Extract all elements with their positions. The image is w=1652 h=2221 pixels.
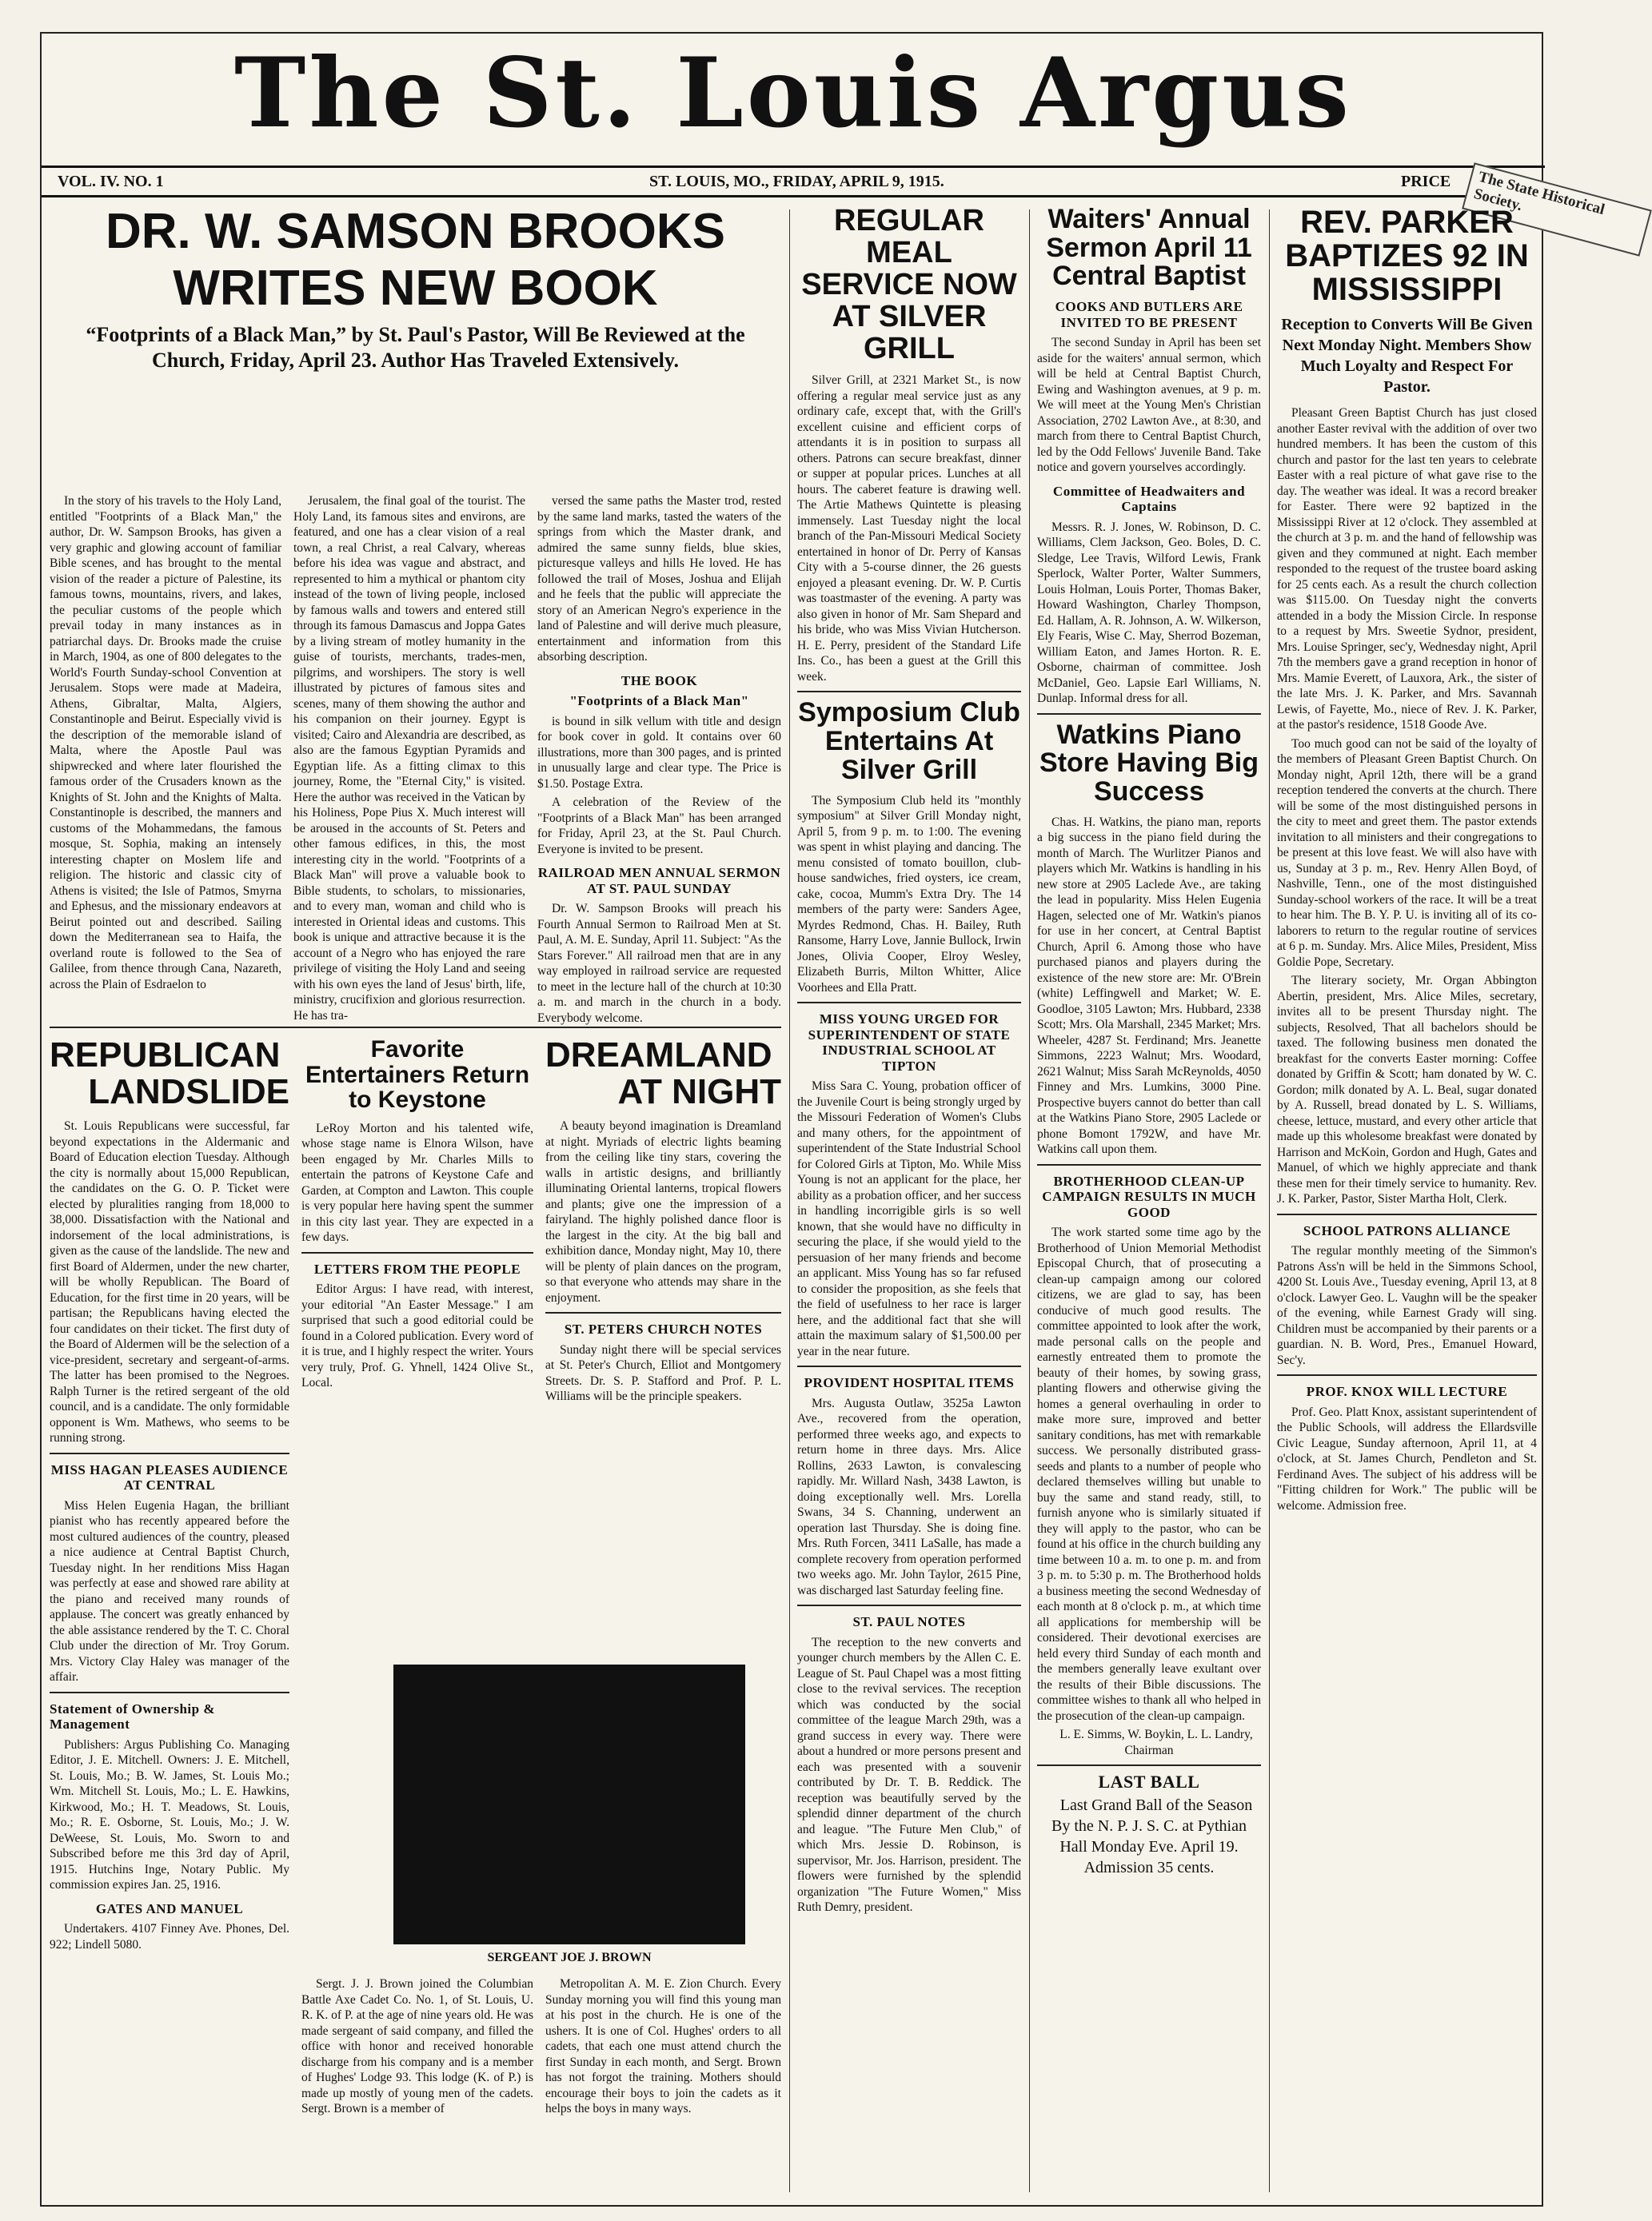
waiters-headline: Waiters' Annual Sermon April 11 Central Baptist [1046, 204, 1252, 292]
republican-text: St. Louis Republicans were successful, far beyond expectations in the Aldermanic and Board of Education election Tuesday. Although the city is normally about 15,000 Republican, the candidates on the G. O. P. Ticket were elected by pluralities ranging from 18,000 to 38,000. Dissatisfaction with the National and indorsement of the local administrations, is given as the cause of the landslide. The new and first Board of Aldermen, under the new charter, will be wholly Republican. The Board of Education, for the first time in 20 years, will be partisan; the Republicans having elected the four candidates on their ticket. The first duty of the Board of Aldermen will be the selection of a vice-president, secretary and sergeant-of-arms. The latter has been promised to the Negroes. Ralph Turner is the retired sergeant of the old council, and is a candidate. The only formidable opponent is Wm. Mathews, who seems to be running strong. [50, 1119, 289, 1445]
rule [1037, 1164, 1261, 1166]
parker-text-3: The literary society, Mr. Organ Abbington Abertin, president, Mrs. Alice Miles, secretary, invites all to be present Thursday night. The subjects, Resolved, That all bachelors should be taxed. The following business men donated the breakfast for the converts Easter morning: Coffee donated by Griffin & Scott; ham donated by W. C. Gordon; milk donated by A. L. Beal, sugar donated by A. Russell, bread donated by L. S. Williams, cheese, lettuce, mustard, and every other article that made up this wholesome breakfast were donated by Harrison and McKoin, Gordon and Hugh, Gates and Manuel, of which we highly appreciate and thank these men for their timely service to humanity. Rev. J. K. Parker, Pastor, Sister Martha Holt, Clerk. [1277, 974, 1538, 1206]
historical-society-stamp: The State Historical Society. [1462, 162, 1652, 256]
stpaul-text: The reception to the new converts and younger church members by the Allen C. E. League of St. Paul Chapel was a most fitting close to the revival services. The reception which was conducted by the social committee of the league March 29th, was a grand success in every way. There were about a hundred or more persons present and each was presented with a souvenir contributed by Dr. T. B. Reddick. The reception was beautifully served by the splendid dinner department of the church and league. "The Future Men Club," of which Mrs. Jessie D. Robinson, is supervisor, Mr. Jos. Harrison, president. The flowers were furnished by the splendid organization "The Future Women," Miss Ruth Demry, president. [797, 1635, 1021, 1915]
sergeant-photo [393, 1665, 745, 1944]
waiters-column [1037, 205, 1261, 2196]
republican-headline-1: REPUBLICAN [50, 1035, 281, 1075]
parker-deck: Reception to Converts Will Be Given Next Monday Night. Members Show Much Loyalty and Respect For Pastor. [1281, 316, 1533, 396]
parker-text-2: Too much good can not be said of the loyalty of the members of Pleasant Green Baptist Church. On Monday night, April 12th, there will be a grand reception tendered the converts at the church. There will be some of the most distinguished persons in the city to meet and greet them. The pastor extends invitation to all ministers and their congregations to be present at this love feast. We will also have with us, Sunday at 3 p. m., Rev. Henry Allen Boyd, of Nashville, Tenn., one of the most distinguished Sunday-school workers of the race. It will be a treat to hear him. The B. Y. P. U. is inviting all of its co-laborers to return to the regular routine of services at 6 p. m. Sunday. Mrs. Alice Miles, President, Miss Goldie Pope, Secretary. [1277, 736, 1537, 969]
republican-headline-2: LANDSLIDE [88, 1072, 289, 1112]
stpaul-headline: ST. PAUL NOTES [852, 1614, 966, 1630]
photo-caption: SERGEANT JOE J. BROWN [487, 1951, 652, 1964]
rule [1037, 713, 1261, 715]
waiters-subhead: COOKS AND BUTLERS ARE INVITED TO BE PRESENT [1055, 299, 1243, 330]
gates-text: Undertakers. 4107 Finney Ave. Phones, Del. 922; Lindell 5080. [50, 1922, 289, 1952]
brotherhood-text: The work started some time ago by the Brotherhood of Union Memorial Methodist Episcopal Church, that of prosecuting a clean-up campaign among our colored citizens, we are glad to say, has been conducive of much good results. The committee appointed to look after the work, made personal calls on the people and earnestly entreated them to promote the beauty of their homes, by sowing grass, planting flowers and otherwise giving the homes a general overhauling in order to make more sure, improved and better sanitary conditions, has met with remarkable success. We personally distributed grass-seeds and plants to a number of people who declared themselves willing but unable to buy the same and stand ready, still, to furnish anyone who is similarly situated if they will apply to the pastor, who can be found at his office in the church building any time between 10 a. m. to one p. m. and from 3 p. m. to 5:30 p. m. The Brotherhood holds a business meeting the second Wednesday of each month at 8 o'clock p. m., at which time all applications for membership will be considered. Their devotional exercises are held every third Sunday of each month and the members generally leave exultant over the results of their Bible discussions. The committee wishes to thank all who helped in the prosecution of the clean-up campaign. [1037, 1226, 1261, 1723]
dreamland-text: A beauty beyond imagination is Dreamland at night. Myriads of electric lights beaming from the ceiling like tiny stars, covering the walls in artistic designs, and brilliantly illuminating Oriental lanterns, tropical flowers and plants; give one the impression of a fairyland. The highly polished dance floor is the largest in the city. At the big ball and exhibition dance, Monday night, May 10, there will be plenty of plain dances on the program, so that everyone who attends may share in the enjoyment. [545, 1119, 781, 1305]
rule [1277, 1374, 1537, 1376]
stpeters-text: Sunday night there will be special services at St. Peter's Church, Elliot and Montgomery Streets. Dr. S. P. Stafford and Prof. P. L. Williams will be the principle speakers. [545, 1342, 781, 1404]
section-rule [50, 1027, 781, 1028]
brooks-text-3: versed the same paths the Master trod, rested by the same land marks, tasted the waters of the springs from which the Master drank, and admired the same sunny fields, blue skies, picturesque valleys and hills He loved. He has followed the trail of Moses, Joshua and Elijah and he feels that the public will appreciate the story of an American Negro's experience in the land of Palestine and will derive much pleasure, entertainment and information from this absorbing description. [537, 494, 781, 664]
watkins-headline: Watkins Piano Store Having Big Success [1039, 719, 1259, 807]
brooks-deck: “Footprints of a Black Man,” by St. Paul's Pastor, Will Be Reviewed at the Church, Friday, April 23. Author Has Traveled Extensively. [86, 323, 745, 373]
newspaper-title: The St. Louis Argus [234, 37, 1352, 150]
rule [797, 691, 1021, 692]
stpeters-headline: ST. PETERS CHURCH NOTES [564, 1322, 763, 1338]
rule [797, 1002, 1021, 1003]
provident-headline: PROVIDENT HOSPITAL ITEMS [804, 1375, 1015, 1391]
hagan-text: Miss Helen Eugenia Hagan, the brilliant pianist who has recently appeared before the most cultured audiences of the country, pleased a nice audience at Central Baptist Church, Tuesday night. In her renditions Miss Hagan was perfectly at ease and showed rare ability at the piano and received many rounds of applause. The concert was greatly enhanced by the able assistance rendered by the T. C. Choral Club under the direction of Mr. Troy Gorum. Mrs. Victory Clay Haley was manager of the affair. [50, 1498, 289, 1685]
column-rule [1269, 209, 1270, 2192]
brooks-headline-2: WRITES NEW BOOK [173, 261, 658, 317]
brown-text-1: Sergt. J. J. Brown joined the Columbian Battle Axe Cadet Co. No. 1, of St. Louis, U. R. K. of P. at the age of nine years old. He was made sergeant of said company, and filled the office with honor and received honorable discharge from his company and is a member of Hughes' Lodge 93. This lodge (K. of P.) is made up mostly of young men of the cadets. Sergt. Brown is a member of [301, 1977, 533, 2115]
silvergrill-headline: REGULAR MEAL SERVICE NOW AT SILVER GRILL [801, 204, 1017, 365]
left-column [50, 1037, 289, 2196]
date-line [42, 165, 1545, 197]
brooks-text-2: Jerusalem, the final goal of the tourist. The Holy Land, its famous sites and environs, are featured, and one has a clear vision of a real town, a real Christ, a real Calvary, whereas before his idea was vague and abstract, and represented to him a mythical or phantom city instead of the town of living people, inclosed by famous walls and towers and entered still through its famous Damascus and Joppa Gates by a living stream of motley humanity in the guise of tourists, merchants, trades-men, pilgrims, and worshipers. The story is well illustrated by pictures of famous sites and scenes, many of them showing the author and his companion on their journey. Egypt is visited; Cairo and Alexandria are described, as also are the famous Egyptian Pyramids and Egyptian life. As a fitting climax to this journey, Rome, the "Eternal City," is visited. Here the author was received in the Vatican by his Holiness, Pope Pius X. Much interest will be aroused in the accounts of St. Peters and other famous edifices, in this, the most interesting city in the world. "Footprints of a Black Man" will prove a valuable book to Bible students, to scholars, to missionaries, and to every man, woman and child who is interested in Oriental ideas and customs. This book is unique and attractive because it is the account of a Negro who has enjoyed the rare privilege of visiting the Holy Land and seeing with his own eyes the land of Jesus' birth, life, ministry, crucifixion and glorious resurrection. He has tra- [293, 494, 525, 1023]
rule [50, 1692, 289, 1693]
silvergrill-column [797, 205, 1021, 2196]
dreamland-column [545, 1037, 781, 1653]
brooks-story-col3 [537, 493, 781, 1025]
watkins-text: Chas. H. Watkins, the piano man, reports a big success in the piano field during the month of March. The Wurlitzer Pianos and players which Mr. Watkins is handling in his new store at 2905 Laclede Ave., are taking the lead in popularity. Miss Helen Eugenia Hagen, selected one of Mr. Watkin's pianos for use in her concert, at Central Baptist Church, April 6. Among those who have purchased pianos and players during the existence of the new store are: Mr. O'Brein (white) Leffingwell and Market; W. E. Goodloe, 3105 Lawton; Mrs. Hubbard, 2338 Scott; Mrs. Ola Marshall, 2345 Market; Mrs. Wheeler, 4287 St. Ferdinand; Mrs. Jeanette Simmons, 2223 Walnut; Mrs. Woodard, 2621 Walnut; Miss Sarah McReynolds, 4050 Finney and Mrs. Lumkins, 3000 Pine. Prospective buyers cannot do better than call at the Watkins Piano Store, 2905 Laclede or phone Bomont 1792W, and have Mr. Watkins call upon them. [1037, 815, 1261, 1157]
parker-text: Pleasant Green Baptist Church has just closed another Easter revival with the addition of over two hundred members. It has been the custom of this church and pastor for the last ten years to celebrate Easter with a real picture of what gave rise to the day. The weather was ideal. It was a record breaker for Easter. There were 92 baptized in the Mississippi River at 12 o'clock. They assembled at the church at 3 p. m. and the hand of fellowship was given and they communed at night. Each member responded to the request of the trustee board asking for 25 cents each. As a result the church collection was $115.00. On Tuesday night the converts attended in a body the Mission Circle. In response to a request by Mrs. Sweetie Sydnor, president, Mrs. Louise Springer, sec'y, Wednesday night, April 7th the members gave a grand reception in honor of Mrs. Mamie Everett, of Lauxora, Ark., the sister of the late Mrs. J. K. Parker, and Mrs. Savannah Lewis, of Fayette, Mo., niece of Rev. J. K. Parker, at the pastor's residence, 1518 Goode Ave. [1277, 406, 1537, 732]
brown-text-2: Metropolitan A. M. E. Zion Church. Every Sunday morning you will find this young man at his post in the church. He is one of the ushers. It is one of Col. Hughes' orders to all cadets, that each one must attend church the first Sunday in each month, and Sergt. Brown has not forgot the training. Mothers should encourage their boys to join the cadets as it helps the boys in many ways. [545, 1977, 781, 2115]
knox-text: Prof. Geo. Platt Knox, assistant superintendent of the Public Schools, will address the Ellardsville Civic League, Sunday afternoon, April 11, at 4 o'clock, at St. James Church, Pendleton and St. Ferdinand Aves. The subject of his address will be "Fitting children for Work." The public will be welcome. Admission free. [1277, 1405, 1537, 1513]
column-rule [1029, 209, 1030, 2192]
rule [1277, 1214, 1537, 1215]
column-rule [789, 209, 790, 2192]
brooks-text-1: In the story of his travels to the Holy Land, entitled "Footprints of a Black Man," the author, Dr. W. Sampson Brooks, has given a very graphic and glowing account of familiar Bible scenes, and has brought to the mental vision of the reader a picture of Palestine, its famous towns, mountains, rivers, and lakes, the peculiar customs of the people which prevail today in many instances as in patriarchal days. Dr. Brooks made the cruise in March, 1904, as one of 800 delegates to the World's Fourth Sunday-school Convention at Jerusalem. Stops were made at Madeira, Athens, Gibraltar, Malta, Algiers, Constantinople and Beirut. Especially vivid is the description of the memorable island of Malta, where the Apostle Paul was shipwrecked and where later flourished the famous order of the Crusaders known as the Knights of St. John and the Knights of Malta. Constantinople is described, the manners and customs of the Mohammedans, the famous mosque, St. Sophia, making an intensely interesting chapter on Moslem life and religion. The historic and classic city of Athens is visited; the Isle of Patmos, Smyrna and Ephesus, and the missionary endeavors at Beirut pointed out and described. Sailing down the Mediterranean sea to Haifa, the overland route is followed to the Sea of Galilee, from thence through Cana, Nazareth, across the Plain of Esdraelon to [50, 494, 281, 991]
book-title: "Footprints of a Black Man" [569, 693, 749, 708]
dreamland-headline-2: AT NIGHT [617, 1072, 781, 1112]
brown-text-col1 [301, 1976, 533, 2200]
rule [545, 1312, 781, 1314]
entertainers-column [301, 1037, 533, 1653]
masthead [42, 34, 1545, 161]
entertainers-headline: Favorite Entertainers Return to Keystone [305, 1036, 530, 1113]
knox-headline: PROF. KNOX WILL LECTURE [1306, 1384, 1508, 1399]
dateline: ST. LOUIS, MO., FRIDAY, APRIL 9, 1915. [649, 173, 944, 190]
hagan-headline: MISS HAGAN PLEASES AUDIENCE AT CENTRAL [50, 1461, 289, 1493]
silvergrill-text: Silver Grill, at 2321 Market St., is now offering a regular meal service just as any ordinary cafe, except that, with the Grill's excellent cuisine and efficient corps of attendants it is in position to surpass all others. Patrons can secure breakfast, dinner or supper at popular prices. Lunches at all hours. The caberet feature is drawing well. The Artie Mathews Quintette is pleasing immensely. Last Tuesday night the local branch of the Pan-Missouri Medical Society entertained in honor of Dr. Perry of Kansas City with a 5-course dinner, the 26 guests enjoyed a pleasant evening. Dr. W. P. Curtis was toastmaster of the evening. A party was also given in honor of Mr. Sam Shepard and his bride, who was Miss Vivian Hutcherson. H. E. Perry, president of the Standard Life Ins. Co., has been a guest at the Grill this week. [797, 373, 1021, 684]
provident-text: Mrs. Augusta Outlaw, 3525a Lawton Ave., recovered from the operation, performed three weeks ago, and expects to return home in three days. Mrs. Alice Rollins, 2633 Lawton, is convalescing rapidly. Mr. Willard Nash, 3438 Lawton, is doing exceptionally well. Mrs. Lorella Swans, 34 S. Channing, underwent an operation last Thursday. She is doing fine. Mrs. Ruth Forcen, 3411 LaSalle, has made a complete recovery from operation performed two weeks ago. Mr. John Taylor, 2615 Pine, was discharged last Saturday feeling fine. [797, 1396, 1021, 1597]
price-label: PRICE [1401, 173, 1451, 190]
entertainers-text: LeRoy Morton and his talented wife, whose stage name is Elnora Wilson, have been engaged by Mr. Charles Mills to entertain the patrons of Keystone Cafe and Garden, at Compton and Lawton. This couple is very popular here having spent the summer in this city last year. They are expected in a few days. [301, 1121, 533, 1244]
parker-column [1277, 205, 1537, 2196]
brooks-story-col2 [293, 493, 525, 1021]
book-text: is bound in silk vellum with title and design for book cover in gold. It contains over 60 illustrations, more than 300 pages, and is printed in unusually large and clear type. The Price is $1.50. Postage Extra. [537, 714, 781, 791]
missyoung-headline: MISS YOUNG URGED FOR SUPERINTENDENT OF STATE INDUSTRIAL SCHOOL AT TIPTON [808, 1011, 1011, 1074]
brown-text-col2 [545, 1976, 781, 2200]
rule [797, 1366, 1021, 1367]
brotherhood-headline: BROTHERHOOD CLEAN-UP CAMPAIGN RESULTS IN MUCH GOOD [1042, 1173, 1256, 1220]
railroad-text: Dr. W. Sampson Brooks will preach his Fourth Annual Sermon to Railroad Men at St. Paul, A. M. E. Sunday, April 11. Subject: "As the Stars Forever." All railroad men that are in any way employed in railroad service are requested to meet in the lecture hall of the church at 10:30 a. m. and march in the church in a body. Everybody welcome. [537, 902, 781, 1025]
rule [797, 1605, 1021, 1606]
brooks-headline-1: DR. W. SAMSON BROOKS [105, 204, 726, 259]
newspaper-page [40, 32, 1607, 2207]
railroad-heading: RAILROAD MEN ANNUAL SERMON AT ST. PAUL SUNDAY [537, 865, 781, 896]
symposium-headline: Symposium Club Entertains At Silver Grill [798, 697, 1020, 785]
brotherhood-signers: L. E. Simms, W. Boykin, L. L. Landry, Chairman [1059, 1728, 1253, 1757]
volume-number: VOL. IV. NO. 1 [58, 173, 164, 190]
lastball-text: Last Grand Ball of the Season By the N. P. J. S. C. at Pythian Hall Monday Eve. April 19. Admission 35 cents. [1051, 1796, 1253, 1876]
ownership-text: Publishers: Argus Publishing Co. Managing Editor, J. E. Mitchell. Owners: J. E. Mitchell, St. Louis, Mo.; B. W. James, St. Louis Mo.; Wm. Mitchell St. Louis, Mo.; L. E. Hawkins, Kirkwood, Mo.; H. T. Meadows, St. Louis, Mo.; R. E. Osborne, St. Louis, Mo.; J. W. DeWeese, St. Louis, Mo. Sworn to and Subscribed before me this 3rd day of April, 1915. Hutchins Inge, Notary Public. My commission expires Jan. 25, 1916. [50, 1737, 289, 1892]
waiters-text: The second Sunday in April has been set aside for the waiters' annual sermon, which will be held at Central Baptist Church, Ewing and Washington avenues, at 9 p. m. We will meet at the Young Men's Christian Association, 2702 Lawton Ave., at 8:30, and march from there to Central Baptist Church, led by the Odd Fellows' Juvenile Band. Take notice and govern yourselves accordingly. [1037, 336, 1261, 475]
missyoung-text: Miss Sara C. Young, probation officer of the Juvenile Court is being strongly urged by the Missouri Federation of Women's Clubs and many others, for the appointment of superintendent of the State Industrial School for Colored Girls at Tipton, Mo. While Miss Young is not an applicant for the place, her ability as a probation officer, and her success in handling incorrigible girls is so well known, that she would have no difficulty in securing the place, if she would yield to the persuasion of her many friends and become an applicant. Miss Young has so far refused to consider the proposition, as she feels that the field of usefulness to her race is larger here, and the additional fact that she will attain the maximum salary of $1,500.00 per year in the near future. [797, 1079, 1021, 1358]
committee-heading: Committee of Headwaiters and Captains [1052, 483, 1246, 515]
brooks-story-col1 [50, 493, 281, 1021]
rule [301, 1252, 533, 1254]
letters-headline: LETTERS FROM THE PEOPLE [313, 1261, 521, 1277]
ownership-headline: Statement of Ownership & Management [50, 1701, 216, 1733]
rule [50, 1453, 289, 1454]
rule [1037, 1764, 1261, 1766]
lastball-headline: LAST BALL [1098, 1772, 1200, 1792]
school-headline: SCHOOL PATRONS ALLIANCE [1303, 1222, 1511, 1238]
book-heading: THE BOOK [620, 672, 698, 688]
parker-headline: REV. PARKER BAPTIZES 92 IN MISSISSIPPI [1285, 205, 1529, 307]
review-text: A celebration of the Review of the "Footprints of a Black Man" has been arranged for Friday, April 23, at the St. Paul Church. Everyone is invited to be present. [537, 795, 781, 856]
committee-text: Messrs. R. J. Jones, W. Robinson, D. C. Williams, Clem Jackson, Geo. Boles, D. C. Sledge, Lee Travis, Wilford Lewis, Frank Sperlock, Walter Porter, Walter Summers, Louis Holman, Louis Porter, Thomas Baker, Howard Washington, Charley Thompson, Ed. Hallam, A. R. Johnson, A. W. Wilkerson, Ely Fearis, Wise C. May, Sherrod Bozeman, William Eaton, and James Horton. R. E. Osborne, chairman of committee. Josh McDaniel, Geo. Lapsie Earl Williams, N. Dunlap. Informal dress for all. [1037, 520, 1261, 706]
brooks-headline-block [50, 205, 781, 493]
dreamland-headline-1: DREAMLAND [545, 1035, 772, 1075]
letters-text: Editor Argus: I have read, with interest, your editorial "An Easter Message." I am surprised that such a good editorial could be found in a Colored publication. Every word of it is true, and I highly respect the writer. Yours very truly, Prof. G. Yhnell, 1424 Olive St., Local. [301, 1282, 533, 1390]
symposium-text: The Symposium Club held its "monthly symposium" at Silver Grill Monday night, April 5, from 9 p. m. to 1:00. The evening was spent in whist playing and dancing. The menu consisted of tomato bouillon, club-house sandwiches, fried oysters, ice cream, cake, cocoa, Mumm's Extra Dry. The 14 members of the party were: Sanders Agee, Myrdes Redmond, Chas. H. Bailey, Ruth Ransome, Harry Love, Jannie Bullock, Irwin Jones, Olivia Cooper, Elroy Wesley, Elizabeth Burris, Milton Whitter, Alice Voorhees and Ella Pratt. [797, 793, 1021, 995]
school-text: The regular monthly meeting of the Simmon's Patrons Ass'n will be held in the Simmons School, 4200 St. Louis Ave., Tuesday evening, April 13, at 8 o'clock. Lawyer Geo. L. Vaughn will be the speaker of the evening, while Earnest Grady will sing. Children must be accompanied by their parents or a guardian. N. B. Word, Pres., Emanuel Howard, Sec'y. [1277, 1244, 1537, 1367]
gates-headline: GATES AND MANUEL [95, 1900, 244, 1916]
